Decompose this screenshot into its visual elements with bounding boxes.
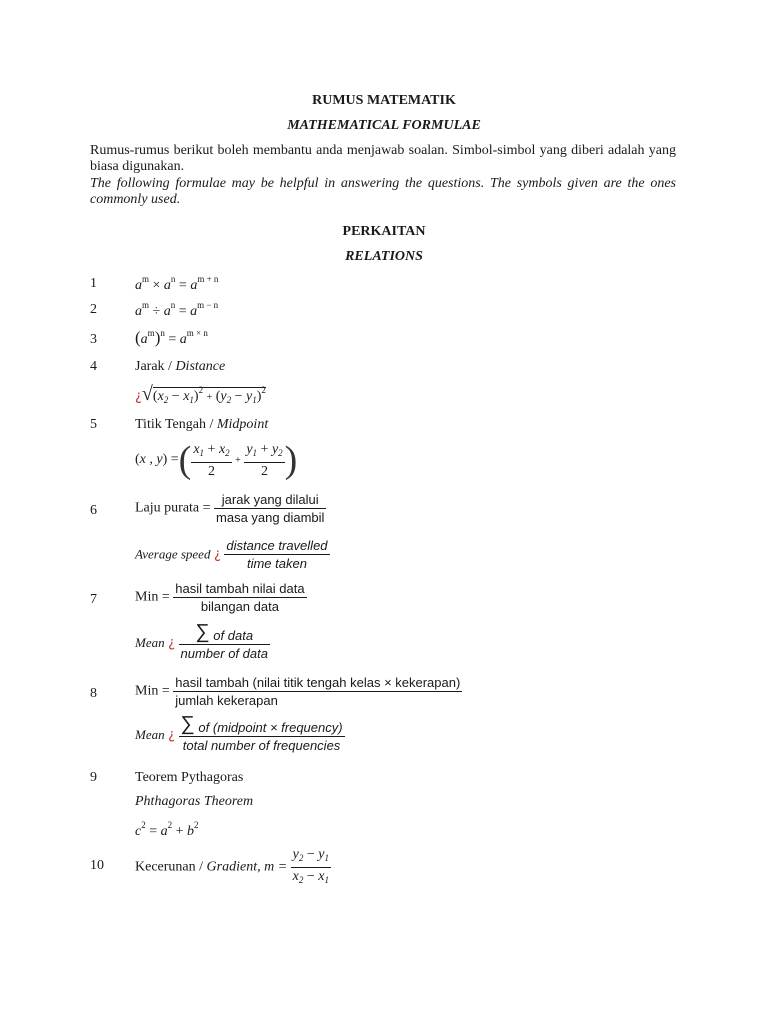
label-malay: Min = [135, 589, 174, 605]
invalid-glyph: ¿ [168, 635, 176, 651]
intro-malay: Rumus-rumus berikut boleh membantu anda menjawab soalan. Simbol-simbol yang diberi adalah yang biasa digunakan. [90, 143, 676, 174]
formula-number: 8 [90, 686, 97, 701]
denominator: total number of frequencies [182, 738, 341, 753]
label-malay: Kecerunan / [135, 859, 207, 875]
numerator: hasil tambah nilai data [175, 581, 305, 596]
formula-midpoint-label [135, 417, 268, 433]
numerator: of (midpoint × frequency) [198, 720, 343, 735]
formula-average-speed-malay [135, 491, 326, 526]
numerator: hasil tambah (nilai titik tengah kelas × kekerapan) [175, 675, 461, 690]
formula-number: 6 [90, 503, 97, 518]
invalid-glyph: ¿ [213, 547, 221, 562]
formula-number: 4 [90, 359, 97, 374]
label-english: Average speed [135, 546, 211, 562]
label-malay: Laju purata = [135, 500, 215, 516]
label-english: Mean [135, 727, 165, 742]
label-malay: Titik Tengah / [135, 417, 217, 432]
label-english: Gradient [206, 859, 258, 875]
formula-number: 9 [90, 770, 97, 785]
label-english: Mean [135, 635, 165, 650]
numerator: distance travelled [226, 538, 328, 553]
formula-gradient: Kecerunan / Gradient, m = $\frac{y_2 - y_1}{x_2 - x_1}$ [135, 847, 329, 885]
label-english: Distance [175, 359, 226, 374]
formula-mean-english [135, 621, 270, 662]
label-english: Midpoint [216, 417, 269, 432]
invalid-glyph: ¿ [168, 727, 176, 743]
formula-pythagoras: $c^2 = a^2 + b^2$ [135, 820, 199, 839]
label-malay: Jarak / [135, 359, 176, 374]
numerator: of data [213, 628, 254, 643]
denominator: bilangan data [200, 599, 279, 614]
label-malay: Min = [135, 683, 174, 699]
denominator: jumlah kekerapan [175, 693, 278, 708]
page-title: RUMUS MATEMATIK [312, 93, 456, 108]
intro-english: The following formulae may be helpful in answering the questions. The symbols given are the ones commonly used. [90, 176, 676, 207]
numerator: jarak yang dilalui [214, 491, 326, 509]
page-subtitle: MATHEMATICAL FORMULAE [287, 118, 481, 133]
formula-number: 1 [90, 276, 97, 291]
denominator: masa yang diambil [216, 510, 325, 525]
denominator: time taken [246, 556, 307, 571]
pythagoras-label-malay: Teorem Pythagoras [135, 770, 244, 785]
formula-grouped-mean-english [135, 713, 345, 754]
sigma-icon: ∑ [195, 621, 210, 643]
formula-number: 3 [90, 332, 97, 347]
formula-number: 7 [90, 592, 97, 607]
denominator: number of data [180, 646, 268, 661]
formula-number: 10 [90, 858, 104, 873]
sigma-icon: ∑ [180, 713, 195, 735]
formula-midpoint: (x , y) =( $\frac{x_1 + x_2}{2}$ + $\frac{y_1 + y_2}{2}$ ) [135, 439, 298, 481]
section-title: PERKAITAN [342, 224, 426, 239]
section-subtitle: RELATIONS [345, 249, 423, 264]
formula-number: 5 [90, 417, 97, 432]
formula-mean-malay [135, 580, 307, 615]
formula-average-speed-english [135, 537, 330, 572]
formula-exponent-quotient: $a^m \div a^n = a^{m - n}$ [135, 300, 219, 319]
formula-distance-label [135, 359, 225, 375]
formula-exponent-product: $a^m \times a^n = a^{m + n}$ [135, 274, 219, 293]
formula-number: 2 [90, 302, 97, 317]
formula-grouped-mean-malay [135, 674, 462, 709]
formula-exponent-power: $(a^m)^n = a^{m \times n}$ [135, 328, 208, 347]
formula-distance: ¿$√(x_2 - x_1)^2 + (y_2 - y_1)^2$ [135, 383, 266, 405]
pythagoras-label-english: Phthagoras Theorem [135, 794, 254, 809]
label-suffix: , m = [257, 859, 291, 875]
invalid-glyph: ¿ [135, 389, 142, 404]
